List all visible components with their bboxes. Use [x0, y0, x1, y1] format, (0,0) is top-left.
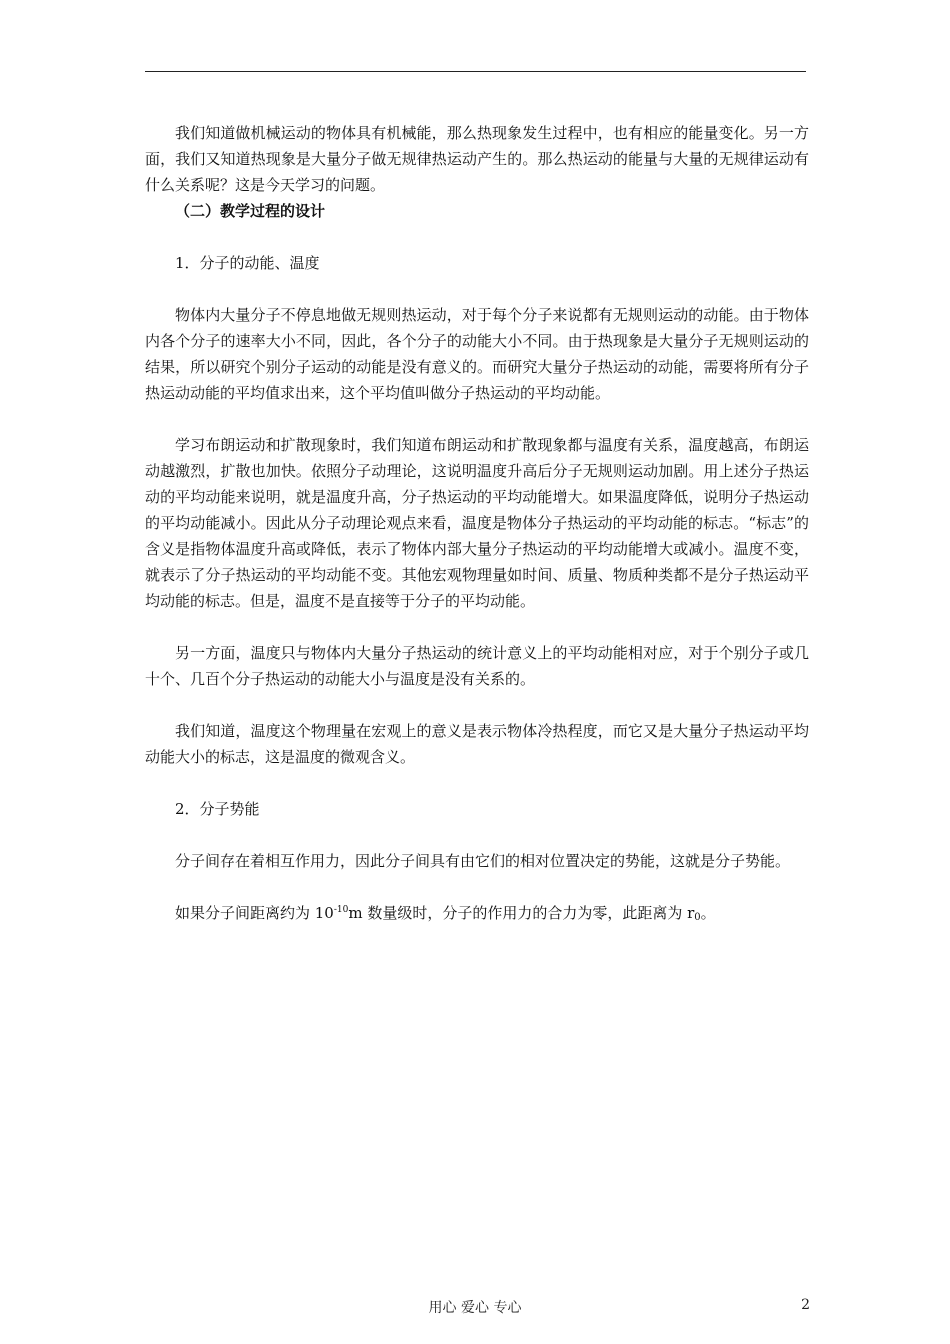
paragraph-temperature: 学习布朗运动和扩散现象时，我们知道布朗运动和扩散现象都与温度有关系，温度越高，布朗运动越激烈，扩散也加快。依照分子动理论，这说明温度升高后分子无规则运动加剧。用上述分子热运动的平均动能来说明，就是温度升高，分子热运动的平均动能增大。如果温度降低，说明分子热运动的平均动能减小。因此从分子动理论观点来看，温度是物体分子热运动的平均动能的标志。“标志”的含义是指物体温度升高或降低，表示了物体内部大量分子热运动的平均动能增大或减小。温度不变，就表示了分子热运动的平均动能不变。其他宏观物理量如时间、质量、物质种类都不是分子热运动平均动能的标志。但是，温度不是直接等于分子的平均动能。	[145, 436, 809, 610]
equilibrium-text-b: m 数量级时，分子的作用力的合力为零，此距离为 r	[348, 904, 695, 922]
paragraph-statistics: 另一方面，温度只与物体内大量分子热运动的统计意义上的平均动能相对应，对于个别分子或几十个、几百个分子热运动的动能大小与温度是没有关系的。	[145, 644, 809, 688]
paragraph-intro: 我们知道做机械运动的物体具有机械能，那么热现象发生过程中，也有相应的能量变化。另一方面，我们又知道热现象是大量分子做无规律热运动产生的。那么热运动的能量与大量的无规律运动有什么关系呢？这是今天学习的问题。	[145, 124, 809, 194]
equilibrium-text-c: 。	[700, 904, 716, 922]
equilibrium-text-a: 如果分子间距离约为 10	[175, 904, 334, 922]
page-number: 2	[801, 1297, 810, 1313]
paragraph-potential-energy: 分子间存在着相互作用力，因此分子间具有由它们的相对位置决定的势能，这就是分子势能。	[175, 852, 791, 870]
subheading-kinetic-energy: 1．分子的动能、温度	[175, 254, 320, 272]
paragraph-equilibrium-distance	[145, 900, 809, 926]
footer-slogan: 用心 爱心 专心	[428, 1300, 522, 1316]
paragraph-kinetic-energy: 物体内大量分子不停息地做无规则热运动，对于每个分子来说都有无规则运动的动能。由于物体内各个分子的速率大小不同，因此，各个分子的动能大小不同。由于热现象是大量分子无规则运动的结果，所以研究个别分子运动的动能是没有意义的。而研究大量分子热运动的动能，需要将所有分子热运动动能的平均值求出来，这个平均值叫做分子热运动的平均动能。	[145, 306, 809, 402]
header-rule	[145, 71, 806, 72]
paragraph-macro-micro: 我们知道，温度这个物理量在宏观上的意义是表示物体冷热程度，而它又是大量分子热运动平均动能大小的标志，这是温度的微观含义。	[145, 722, 809, 766]
document-body	[145, 120, 809, 926]
subheading-potential-energy: 2．分子势能	[175, 800, 260, 818]
section-heading: （二）教学过程的设计	[175, 202, 326, 220]
exponent: -10	[333, 905, 349, 915]
subscript: 0	[694, 912, 701, 923]
